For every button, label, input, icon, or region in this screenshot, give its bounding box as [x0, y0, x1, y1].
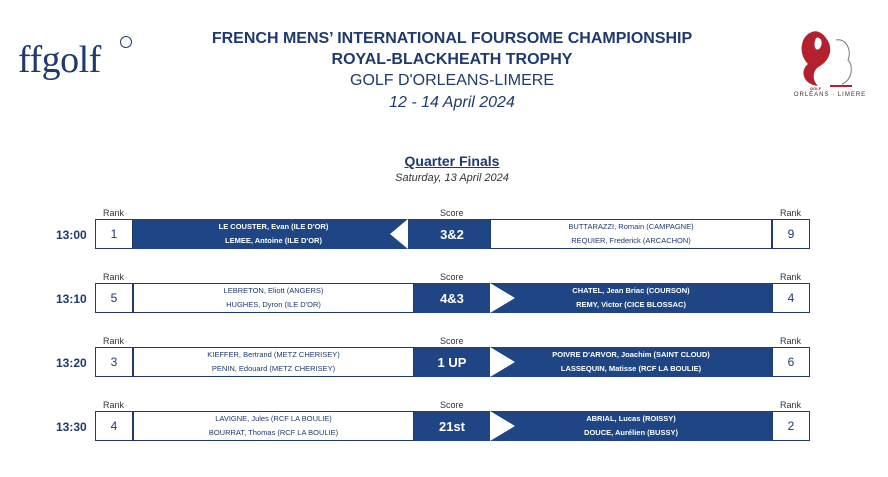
tee-time: 13:10 [56, 292, 87, 306]
player-name: LASSEQUIN, Matisse (RCF LA BOULIE) [560, 364, 702, 373]
round-header [150, 152, 754, 186]
team-left [133, 219, 414, 249]
match-row [0, 272, 888, 317]
score-label: Score [440, 336, 464, 346]
player-name: KIEFFER, Bertrand (METZ CHERISEY) [207, 350, 340, 359]
player-name: LEMEE, Antoine (ILE D'OR) [225, 236, 322, 245]
match-score: 3&2 [414, 219, 490, 249]
player-name: LEBRETON, Eliott (ANGERS) [223, 286, 324, 295]
rank-label: Rank [780, 272, 802, 282]
tee-time: 13:20 [56, 356, 87, 370]
rank-right: 2 [772, 411, 810, 441]
round-date: Saturday, 13 April 2024 [395, 172, 509, 184]
score-label: Score [440, 272, 464, 282]
event-dates: 12 - 14 April 2024 [389, 94, 515, 111]
match-score: 4&3 [414, 283, 490, 313]
winner-arrow-left-icon [390, 219, 408, 249]
rank-label: Rank [103, 208, 125, 218]
player-name: CHATEL, Jean Briac (COURSON) [572, 286, 690, 295]
team-right [490, 347, 772, 377]
tee-time: 13:30 [56, 420, 87, 434]
ffgolf-logo-text: ffgolf [18, 39, 101, 81]
score-label: Score [440, 400, 464, 410]
player-name: LAVIGNE, Jules (RCF LA BOULIE) [215, 414, 332, 423]
player-name: BUTTARAZZI, Romain (CAMPAGNE) [568, 222, 694, 231]
player-name: LE COUSTER, Evan (ILE D'OR) [218, 222, 329, 231]
registered-icon [120, 36, 132, 48]
team-right [490, 411, 772, 441]
match-score: 1 UP [414, 347, 490, 377]
round-title: Quarter Finals [404, 153, 500, 169]
match-row [0, 400, 888, 445]
winner-arrow-right-icon [490, 283, 515, 313]
page-header [150, 28, 754, 114]
tee-time: 13:00 [56, 228, 87, 242]
player-name: HUGHES, Dyron (ILE D'OR) [226, 300, 321, 309]
rank-label: Rank [780, 208, 802, 218]
rank-left: 4 [95, 411, 133, 441]
player-name: REMY, Victor (CICE BLOSSAC) [576, 300, 686, 309]
match-row [0, 336, 888, 381]
team-right [490, 283, 772, 313]
rank-right: 6 [772, 347, 810, 377]
rank-label: Rank [103, 272, 125, 282]
orleans-limere-logo [790, 24, 870, 106]
rank-label: Rank [780, 400, 802, 410]
winner-arrow-right-icon [490, 347, 515, 377]
logo-caption: ORLÉANS · LIMERE [793, 92, 867, 98]
player-name: POIVRE D'ARVOR, Joachim (SAINT CLOUD) [552, 350, 710, 359]
match-score: 21st [414, 411, 490, 441]
team-left [133, 347, 414, 377]
match-row [0, 208, 888, 253]
championship-title: FRENCH MENS’ INTERNATIONAL FOURSOME CHAMPIONSHIP [211, 30, 693, 47]
player-name: REQUIER, Frederick (ARCACHON) [571, 236, 691, 245]
score-label: Score [440, 208, 464, 218]
venue: GOLF D'ORLEANS-LIMERE [350, 72, 554, 89]
player-name: BOURRAT, Thomas (RCF LA BOULIE) [208, 428, 339, 437]
trophy-title: ROYAL-BLACKHEATH TROPHY [331, 51, 573, 68]
player-name: ABRIAL, Lucas (ROISSY) [586, 414, 676, 423]
team-left [133, 411, 414, 441]
team-left [133, 283, 414, 313]
rank-left: 3 [95, 347, 133, 377]
winner-arrow-right-icon [490, 411, 515, 441]
orleans-limere-emblem-icon [790, 24, 870, 90]
rank-left: 5 [95, 283, 133, 313]
rank-label: Rank [780, 336, 802, 346]
rank-label: Rank [103, 400, 125, 410]
rank-right: 9 [772, 219, 810, 249]
team-right [490, 219, 772, 249]
rank-label: Rank [103, 336, 125, 346]
rank-right: 4 [772, 283, 810, 313]
player-name: PENIN, Edouard (METZ CHERISEY) [211, 364, 336, 373]
logo-small-text: GOLF [810, 86, 822, 91]
rank-left: 1 [95, 219, 133, 249]
player-name: DOUCE, Aurélien (BUSSY) [584, 428, 678, 437]
ffgolf-logo [18, 38, 101, 82]
